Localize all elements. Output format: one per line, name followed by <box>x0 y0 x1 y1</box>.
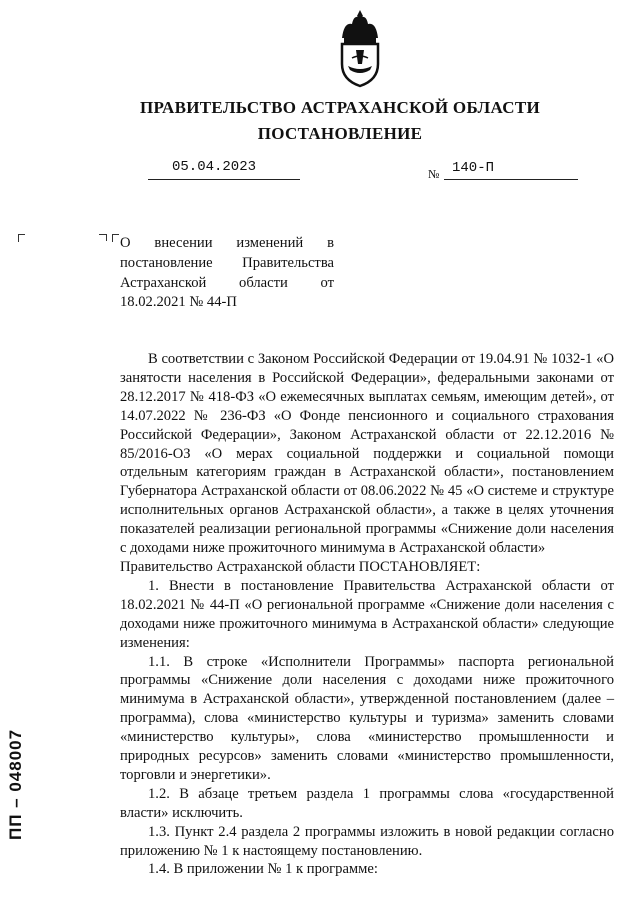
item-paragraph-1-2: 1.2. В абзаце третьем раздела 1 программы слова «государственной власти» исключить. <box>120 785 614 821</box>
coat-of-arms-emblem <box>332 8 388 88</box>
document-subject: О внесении изменений в постановление Правительства Астраханской области от 18.02.2021 № 44-П <box>120 235 334 311</box>
item-paragraph-1-1: 1.1. В строке «Исполнители Программы» паспорта региональной программы «Снижение доли населения с доходами ниже прожиточного минимума в Астраханской области», утвержденной постановлением (далее – программа), слова «министерство культуры и туризма» заменить словами «министерство культуры», слова «министерство промышленности и природных ресурсов» заменить словами «министерство промышленности, торговли и энергетики». <box>120 653 614 783</box>
government-title: ПРАВИТЕЛЬСТВО АСТРАХАНСКОЙ ОБЛАСТИ <box>140 98 540 117</box>
item-paragraph-1-3: 1.3. Пункт 2.4 раздела 2 программы изложить в новой редакции согласно приложению № 1 к настоящему постановлению. <box>120 823 614 859</box>
document-date: 05.04.2023 <box>172 159 257 175</box>
subject-bracket-mark <box>99 234 107 241</box>
side-form-code: ПП – 048007 <box>6 728 25 840</box>
subject-corner-mark <box>112 234 119 242</box>
item-paragraph-1-4: 1.4. В приложении № 1 к программе: <box>148 861 378 878</box>
document-body <box>120 350 614 879</box>
number-sign: № <box>428 167 440 181</box>
preamble-paragraph: В соответствии с Законом Российской Федерации от 19.04.91 № 1032-1 «О занятости населения в Российской Федерации», федеральными законами от 28.12.2017 № 418-ФЗ «О ежемесячных выплатах семьям, имеющим детей», от 14.07.2022 № 236-ФЗ «О Фонде пенсионного и социального страхования Российской Федерации», Законом Астраханской области от 22.12.2016 № 85/2016-ОЗ «О мерах социальной поддержки и социальной помощи отдельным категориям граждан в Астраханской области», постановлением Губернатора Астраханской области от 08.06.2022 № 45 «О системе и структуре исполнительных органов Астраханской области», а также в целях уточнения показателей реализации региональной программы «Снижение доли населения с доходами ниже прожиточного минимума в Астраханской области» <box>120 351 614 557</box>
resolution-paragraph: Правительство Астраханской области ПОСТАНОВЛЯЕТ: <box>120 558 481 575</box>
document-number: 140-П <box>452 160 495 176</box>
date-underline <box>148 179 300 180</box>
left-corner-mark <box>18 234 25 242</box>
document-type-title: ПОСТАНОВЛЕНИЕ <box>257 124 423 143</box>
number-underline <box>444 179 578 180</box>
item-paragraph-1: 1. Внести в постановление Правительства Астраханской области от 18.02.2021 № 44-П «О региональной программе «Снижение доли населения с доходами ниже прожиточного минимума в Астраханской области» следующие изменения: <box>120 577 614 651</box>
